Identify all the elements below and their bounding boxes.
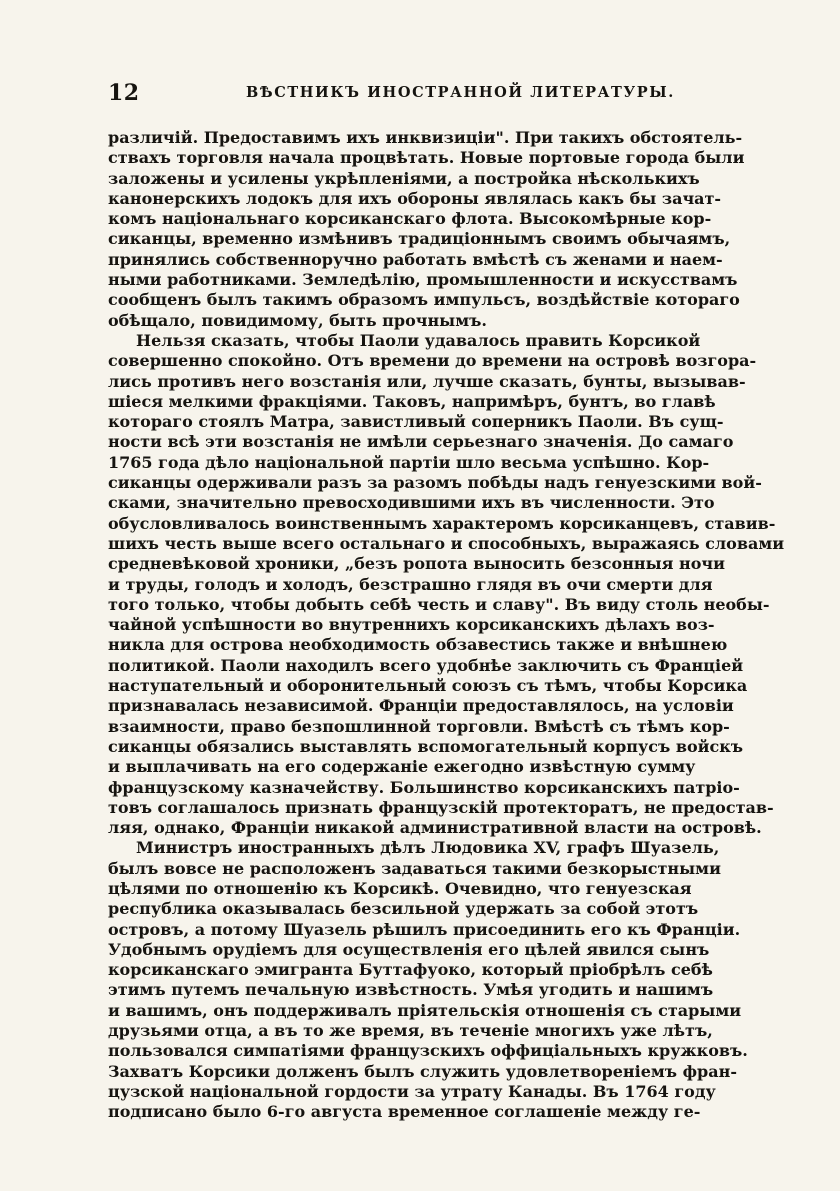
text-line: сками, значительно превосходившими ихъ въ численности. Это bbox=[108, 493, 715, 513]
page-number: 12 bbox=[108, 80, 140, 106]
text-line: чайной успѣшности во внутреннихъ корсиканскихъ дѣлахъ воз- bbox=[108, 615, 715, 635]
text-line: совершенно спокойно. Отъ времени до времени на островѣ возгора- bbox=[108, 351, 757, 371]
running-title: ВѢСТНИКЪ ИНОСТРАННОЙ ЛИТЕРАТУРЫ. bbox=[246, 84, 675, 101]
text-line: и труды, голодъ и холодъ, безстрашно глядя въ очи смерти для bbox=[108, 574, 713, 594]
text-line: того только, чтобы добыть себѣ честь и славу". Въ виду столь необы- bbox=[108, 594, 770, 614]
text-line: сиканцы одерживали разъ за разомъ побѣды надъ генуезскими вой- bbox=[108, 473, 762, 493]
text-line: обусловливалось воинственнымъ характеромъ корсиканцевъ, ставив- bbox=[108, 513, 776, 533]
text-line: котораго стоялъ Матра, завистливый соперникъ Паоли. Въ сущ- bbox=[108, 412, 724, 432]
text-line: лись противъ него возстанія или, лучше сказать, бунты, вызывав- bbox=[108, 371, 746, 391]
text-line: ности всѣ эти возстанія не имѣли серьезнаго значенія. До самаго bbox=[108, 432, 734, 452]
text-line: друзьями отца, а въ то же время, въ теченіе многихъ уже лѣтъ, bbox=[108, 1021, 713, 1041]
text-line: островъ, а потому Шуазель рѣшилъ присоединить его къ Франціи. bbox=[108, 919, 741, 939]
text-line: и вашимъ, онъ поддерживалъ пріятельскія отношенія съ старыми bbox=[108, 1000, 742, 1020]
text-line: Захватъ Корсики долженъ былъ служить удовлетвореніемъ фран- bbox=[108, 1061, 737, 1081]
text-line: принялись собственноручно работать вмѣстѣ съ женами и наем- bbox=[108, 249, 723, 269]
text-line: пользовался симпатіями французскихъ оффиціальныхъ кружковъ. bbox=[108, 1041, 748, 1061]
text-line: этимъ путемъ печальную извѣстность. Умѣя угодить и нашимъ bbox=[108, 980, 714, 1000]
text-line: различій. Предоставимъ ихъ инквизиціи". При такихъ обстоятель- bbox=[108, 128, 743, 147]
text-line: цузской національной гордости за утрату Канады. Въ 1764 году bbox=[108, 1081, 716, 1101]
text-line: признавалась независимой. Франціи предоставлялось, на условіи bbox=[108, 696, 734, 716]
text-line: шіеся мелкими фракціями. Таковъ, напримѣръ, бунтъ, во главѣ bbox=[108, 391, 716, 411]
text-line: и выплачивать на его содержаніе ежегодно извѣстную сумму bbox=[108, 757, 696, 777]
text-line: комъ національнаго корсиканскаго флота. Высокомѣрные кор- bbox=[108, 209, 712, 229]
text-line: былъ вовсе не расположенъ задаваться такими безкорыстными bbox=[108, 858, 721, 878]
text-line: сиканцы, временно измѣнивъ традиціоннымъ своимъ обычаямъ, bbox=[108, 229, 731, 249]
text-line: товъ соглашалось признать французскій протекторатъ, не предостав- bbox=[108, 797, 774, 817]
text-line: сиканцы обязались выставлять вспомогательный корпусъ войскъ bbox=[108, 736, 744, 756]
text-line: сообщенъ былъ такимъ образомъ импульсъ, воздѣйствіе котораго bbox=[108, 290, 740, 310]
text-line: наступательный и оборонительный союзъ съ тѣмъ, чтобы Корсика bbox=[108, 676, 748, 696]
page-header bbox=[108, 80, 684, 110]
text-line: подписано было 6-го августа временное соглашеніе между ге- bbox=[108, 1102, 701, 1122]
body-text bbox=[108, 128, 785, 1123]
text-line: шихъ честь выше всего остальнаго и способныхъ, выражаясь словами bbox=[108, 533, 785, 553]
text-line: 1765 года дѣло національной партіи шло весьма успѣшно. Кор- bbox=[108, 452, 710, 472]
text-line: ными работниками. Земледѣлію, промышленности и искусствамъ bbox=[108, 270, 738, 290]
text-line: заложены и усилены укрѣпленіями, а постройка нѣсколькихъ bbox=[108, 168, 700, 188]
text-line: обѣщало, повидимому, быть прочнымъ. bbox=[108, 310, 487, 330]
text-line: республика оказывалась безсильной удержать за собой этотъ bbox=[108, 899, 699, 919]
text-line: цѣлями по отношенію къ Корсикѣ. Очевидно, что генуезская bbox=[108, 878, 692, 898]
text-line: корсиканскаго эмигранта Буттафуоко, который пріобрѣлъ себѣ bbox=[108, 960, 713, 980]
text-line: средневѣковой хроники, „безъ ропота выносить безсонныя ночи bbox=[108, 554, 726, 574]
text-line: никла для острова необходимость обзавестись также и внѣшнею bbox=[108, 635, 728, 655]
text-line: Удобнымъ орудіемъ для осуществленія его цѣлей явился сынъ bbox=[108, 939, 710, 959]
text-line: ляя, однако, Франціи никакой административной власти на островѣ. bbox=[108, 818, 762, 838]
text-line: Министръ иностранныхъ дѣлъ Людовика XV, графъ Шуазель, bbox=[136, 838, 720, 858]
text-line: французскому казначейству. Большинство корсиканскихъ патріо- bbox=[108, 777, 740, 797]
text-line: канонерскихъ лодокъ для ихъ обороны являлась какъ бы зачат- bbox=[108, 188, 722, 208]
text-line: ствахъ торговля начала процвѣтать. Новые портовые города были bbox=[108, 148, 745, 168]
text-line: политикой. Паоли находилъ всего удобнѣе заключить съ Франціей bbox=[108, 655, 744, 675]
text-line: Нельзя сказать, чтобы Паоли удавалось править Корсикой bbox=[136, 330, 701, 350]
text-line: взаимности, право безпошлинной торговли. Вмѣстѣ съ тѣмъ кор- bbox=[108, 716, 730, 736]
